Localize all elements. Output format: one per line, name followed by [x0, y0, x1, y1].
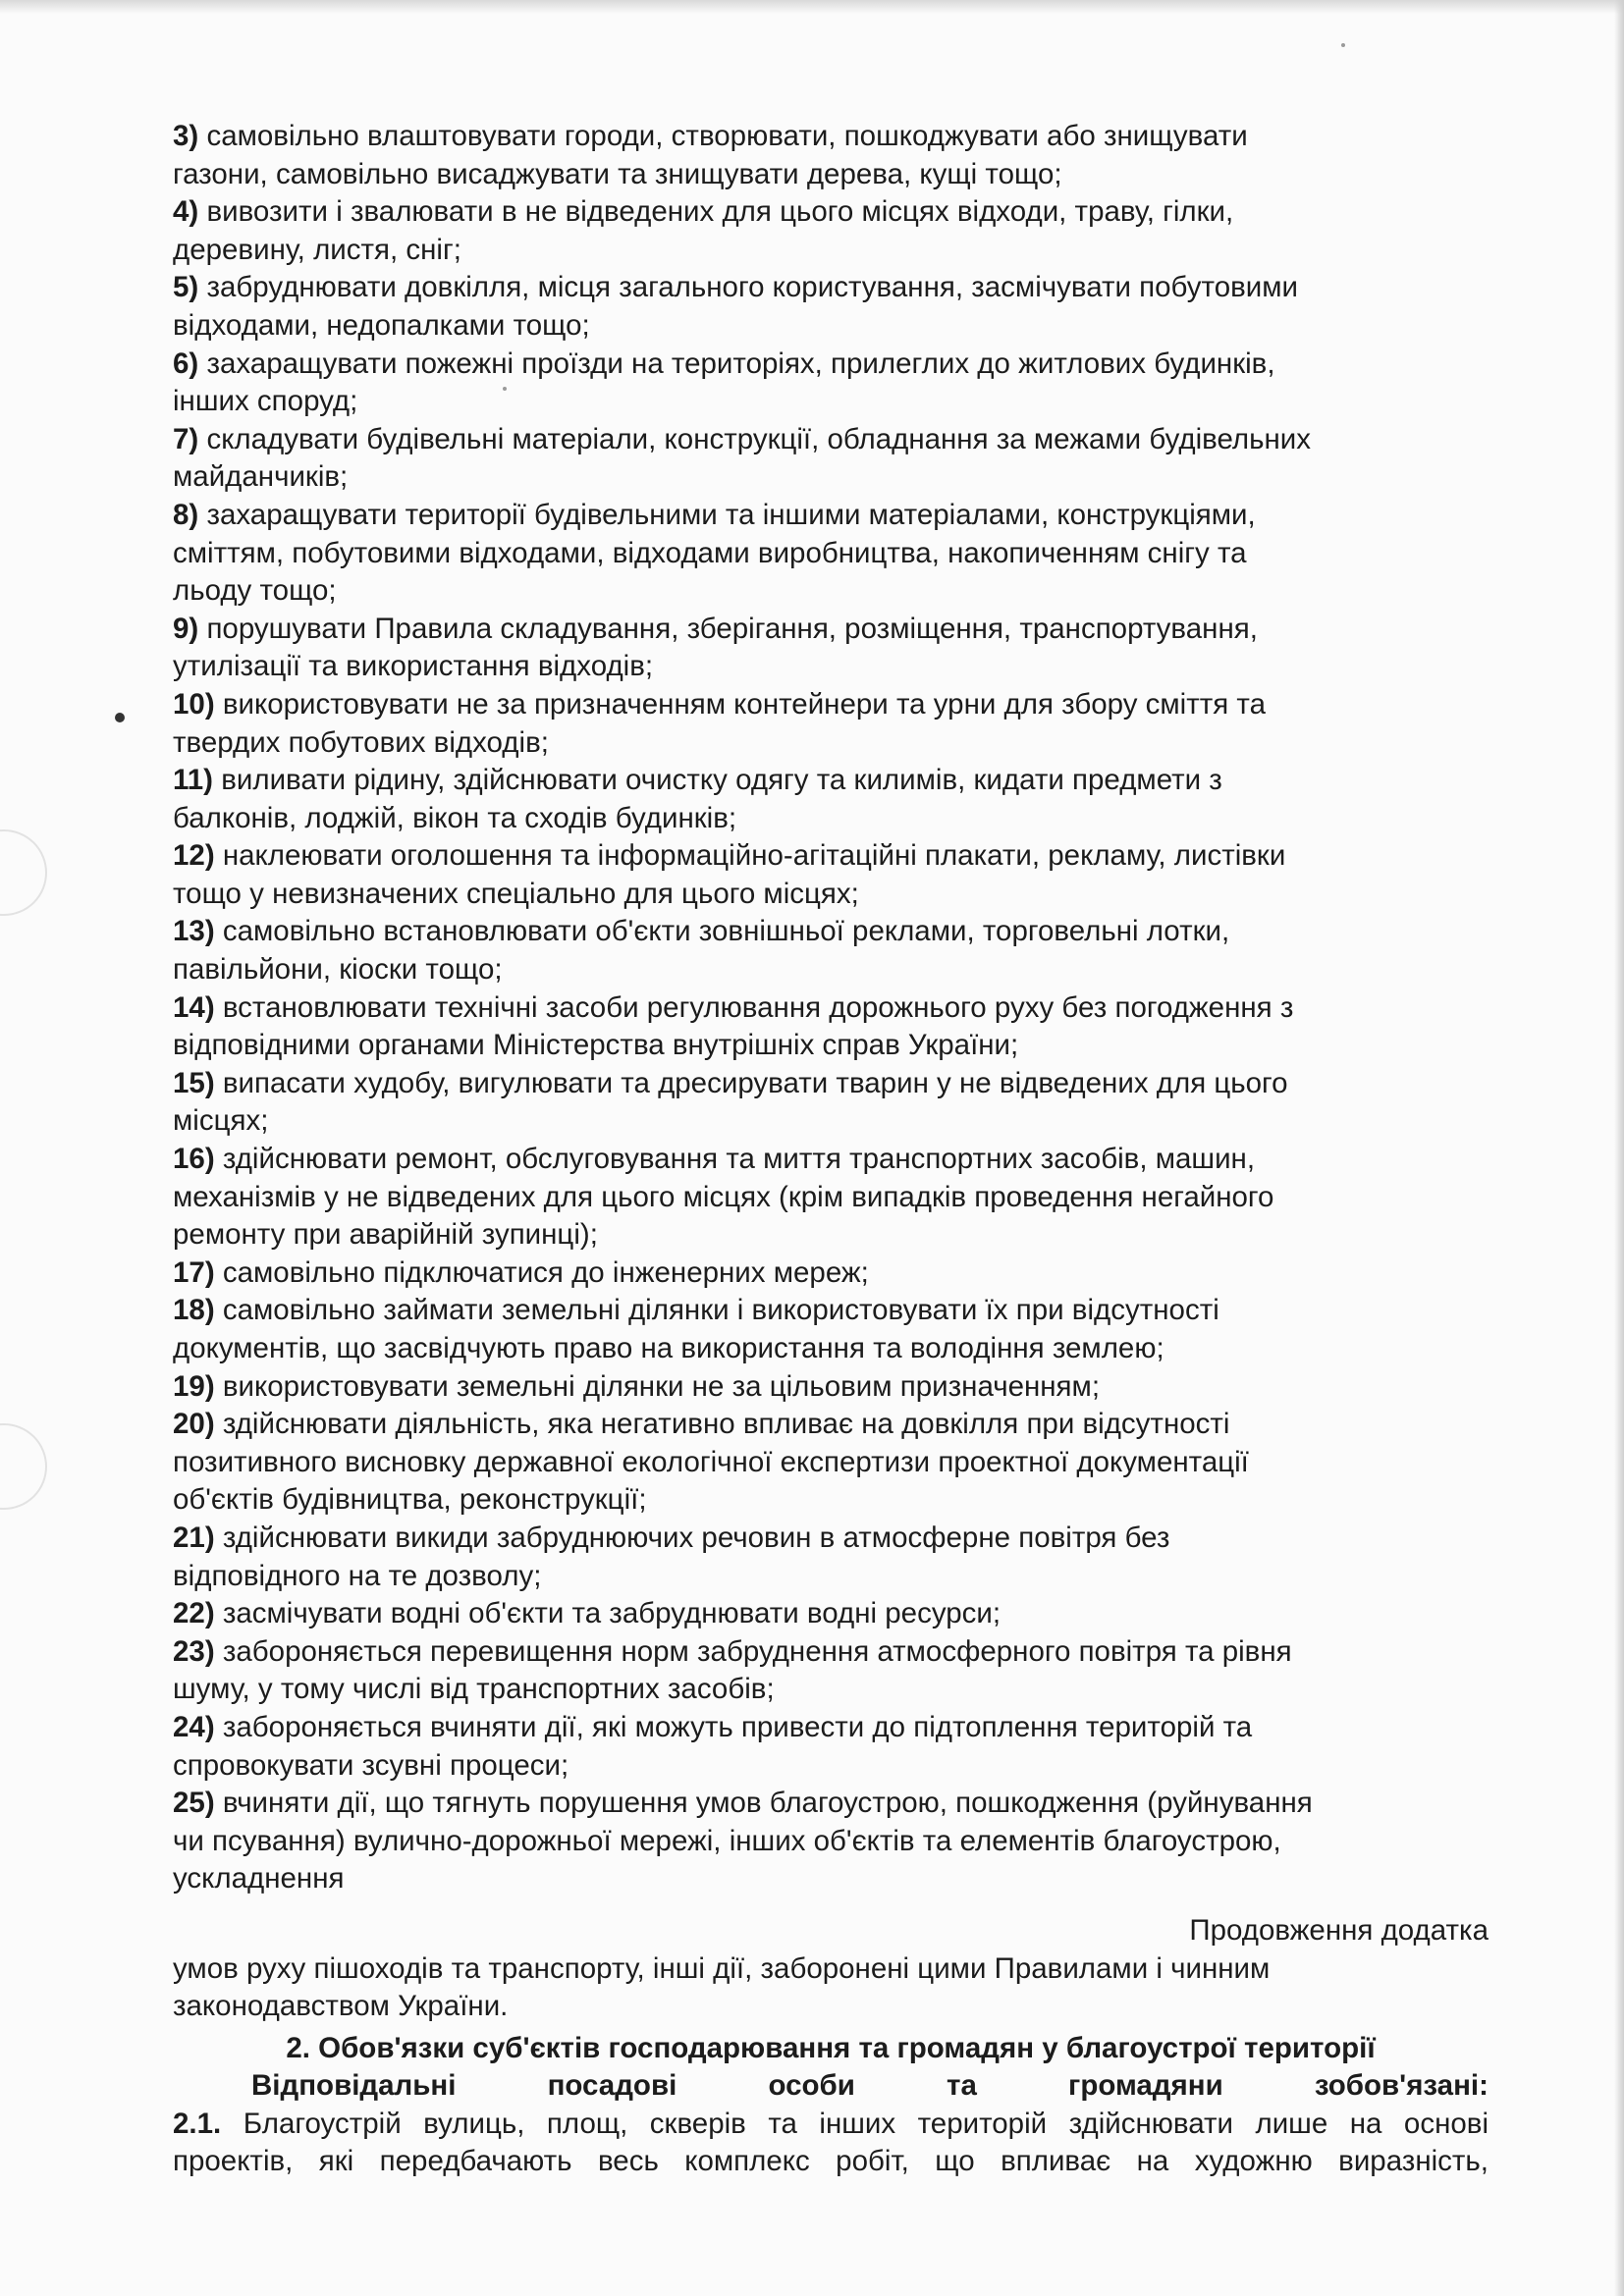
item-text: використовувати не за призначенням контейнери та урни для збору сміття та [222, 687, 1267, 721]
continuation-label: Продовження додатка [1189, 1913, 1489, 1947]
document-body [173, 118, 1489, 2181]
list-item-line: льоду тощо; [173, 574, 337, 608]
list-item-line [173, 1709, 1489, 1747]
item-number: 24) [173, 1710, 215, 1743]
list-item-line: спровокувати зсувні процеси; [173, 1748, 569, 1782]
item-text: здійснювати викиди забруднюючих речовин в атмосферне повітря без [222, 1521, 1170, 1554]
item-number: 10) [173, 687, 215, 721]
item-number: 21) [173, 1521, 215, 1554]
item-number: 23) [173, 1634, 215, 1668]
list-item-line: сміттям, побутовими відходами, відходами виробництва, накопиченням снігу та [173, 536, 1247, 569]
clause-2-1-line: проектів, які передбачають весь комплекс робіт, що впливає на художню виразність, [173, 2145, 1489, 2178]
list-item-line: утилізації та використання відходів; [173, 650, 654, 683]
item-text: складувати будівельні матеріали, конструкції, обладнання за межами будівельних [206, 422, 1312, 455]
item-text: захаращувати пожежні проїзди на територіях, прилеглих до житлових будинків, [206, 347, 1275, 380]
item-text: самовільно встановлювати об'єкти зовнішньої реклами, торговельні лотки, [222, 915, 1230, 948]
item-text: випасати худобу, вигулювати та дресирувати тварин у не відведених для цього [222, 1066, 1288, 1099]
list-item-line [173, 1785, 1489, 1823]
item-text: забороняється перевищення норм забруднення атмосферного повітря та рівня [222, 1634, 1292, 1668]
item-text: вивозити і звалювати в не відведених для цього місцях відходи, траву, гілки, [206, 195, 1234, 229]
item-number: 3) [173, 120, 199, 152]
item-number: 20) [173, 1408, 215, 1441]
item-number: 17) [173, 1255, 215, 1289]
list-item-line: документів, що засвідчують право на використання та володіння землею; [173, 1332, 1164, 1364]
list-item-line [173, 686, 1489, 724]
list-item-line: ремонту при аварійній зупинці); [173, 1218, 598, 1252]
list-item-line [173, 118, 1489, 156]
list-item-line [173, 837, 1489, 876]
list-item-line [173, 1368, 1489, 1407]
item-number: 25) [173, 1787, 215, 1820]
list-item-line: відповідними органами Міністерства внутрішніх справ України; [173, 1029, 1019, 1062]
scan-speck [1341, 43, 1345, 47]
list-item-line [173, 762, 1489, 800]
item-text: наклеювати оголошення та інформаційно-агітаційні плакати, рекламу, листівки [222, 839, 1286, 873]
clause-text: Благоустрій вулиць, площ, скверів та інших територій здійснювати лише на основі [243, 2107, 1489, 2140]
list-item-line [173, 1255, 1489, 1293]
obligation-word: посадові [547, 2069, 677, 2103]
item-number: 15) [173, 1066, 215, 1099]
list-item-line: місцях; [173, 1104, 269, 1138]
list-item-line [173, 421, 1489, 459]
item-text: самовільно займати земельні ділянки і використовувати їх при відсутності [222, 1294, 1219, 1327]
list-item-line: майданчиків; [173, 460, 349, 494]
item-text: самовільно підключатися до інженерних мереж; [222, 1255, 869, 1289]
list-item-line [173, 497, 1489, 535]
list-item-line [173, 1520, 1489, 1558]
item-number: 11) [173, 764, 214, 797]
item-number: 8) [173, 498, 199, 531]
item-number: 16) [173, 1143, 215, 1176]
list-item-line: газони, самовільно висаджувати та знищувати дерева, кущі тощо; [173, 157, 1062, 190]
obligation-word: та [947, 2069, 977, 2103]
list-item-line: балконів, лоджій, вікон та сходів будинків; [173, 801, 737, 834]
list-item-line: ускладнення [173, 1862, 345, 1896]
list-item-line [173, 611, 1489, 649]
list-item-line: інших споруд; [173, 385, 358, 418]
obligation-line [173, 2067, 1489, 2106]
section-heading: 2. Обов'язки суб'єктів господарювання та громадян у благоустрої території [286, 2031, 1376, 2064]
item-number: 13) [173, 915, 215, 948]
list-item-line: відходами, недопалками тощо; [173, 308, 590, 342]
clause-2-1-line [173, 2106, 1489, 2144]
item-text: захаращувати території будівельними та іншими матеріалами, конструкціями, [206, 498, 1256, 531]
list-item-line: деревину, листя, сніг; [173, 233, 461, 266]
list-item-line [173, 1292, 1489, 1330]
item-text: використовувати земельні ділянки не за цільовим призначенням; [222, 1369, 1101, 1403]
punch-hole-bottom [0, 1423, 47, 1510]
list-item-line [173, 1633, 1489, 1672]
after-text-line: умов руху пішоходів та транспорту, інші дії, заборонені цими Правилами і чинним [173, 1951, 1271, 1985]
prohibition-list [173, 118, 1489, 1898]
item-text: засмічувати водні об'єкти та забруднювати водні ресурси; [222, 1597, 1001, 1630]
item-number: 18) [173, 1294, 215, 1327]
list-item-line [173, 193, 1489, 232]
item-text: порушувати Правила складування, зберігання, розміщення, транспортування, [206, 612, 1258, 645]
list-item-line [173, 346, 1489, 384]
list-item-line [173, 913, 1489, 951]
clause-number: 2.1. [173, 2107, 222, 2140]
obligation-word: особи [768, 2069, 855, 2103]
item-text: здійснювати діяльність, яка негативно впливає на довкілля при відсутності [222, 1408, 1230, 1441]
item-number: 19) [173, 1369, 215, 1403]
obligation-word: Відповідальні [251, 2069, 457, 2103]
scan-right-edge [1614, 0, 1624, 2296]
list-item-line: механізмів у не відведених для цього місцях (крім випадків проведення негайного [173, 1180, 1274, 1213]
item-number: 14) [173, 990, 215, 1024]
punch-hole-top [0, 829, 47, 916]
ink-dot [115, 713, 125, 722]
item-text: вчиняти дії, що тягнуть порушення умов благоустрою, пошкодження (руйнування [222, 1787, 1313, 1820]
list-item-line: павільйони, кіоски тощо; [173, 953, 503, 987]
list-item-line [173, 1065, 1489, 1103]
item-text: встановлювати технічні засоби регулювання дорожнього руху без погодження з [222, 990, 1294, 1024]
item-number: 12) [173, 839, 215, 873]
list-item-line [173, 1595, 1489, 1633]
item-text: забороняється вчиняти дії, які можуть привести до підтоплення територій та [222, 1710, 1253, 1743]
item-number: 4) [173, 195, 199, 229]
list-item-line [173, 1406, 1489, 1444]
obligation-word: зобов'язані: [1314, 2069, 1489, 2103]
obligation-word: громадяни [1068, 2069, 1223, 2103]
list-item-line [173, 989, 1489, 1028]
list-item-line [173, 1141, 1489, 1179]
list-item-line: тощо у невизначених спеціально для цього місцях; [173, 877, 859, 910]
list-item-line: твердих побутових відходів; [173, 725, 549, 759]
item-number: 7) [173, 422, 199, 455]
scan-top-edge [0, 0, 1624, 14]
item-text: забруднювати довкілля, місця загального користування, засмічувати побутовими [206, 271, 1299, 304]
list-item-line: об'єктів будівництва, реконструкції; [173, 1483, 647, 1517]
item-text: здійснювати ремонт, обслуговування та миття транспортних засобів, машин, [222, 1143, 1256, 1176]
list-item-line: чи псування) вулично-дорожньої мережі, інших об'єктів та елементів благоустрою, [173, 1824, 1281, 1857]
item-number: 6) [173, 347, 199, 380]
list-item-line: шуму, у тому числі від транспортних засобів; [173, 1673, 775, 1706]
list-item-line: позитивного висновку державної екологічної експертизи проектної документації [173, 1445, 1249, 1478]
list-item-line [173, 269, 1489, 307]
list-item-line: відповідного на те дозволу; [173, 1559, 542, 1592]
item-number: 5) [173, 271, 199, 304]
item-text: самовільно влаштовувати городи, створювати, пошкоджувати або знищувати [206, 120, 1248, 152]
item-text: виливати рідину, здійснювати очистку одягу та килимів, кидати предмети з [221, 764, 1222, 797]
after-text-line: законодавством України. [173, 1990, 509, 2023]
item-number: 22) [173, 1597, 215, 1630]
item-number: 9) [173, 612, 199, 645]
